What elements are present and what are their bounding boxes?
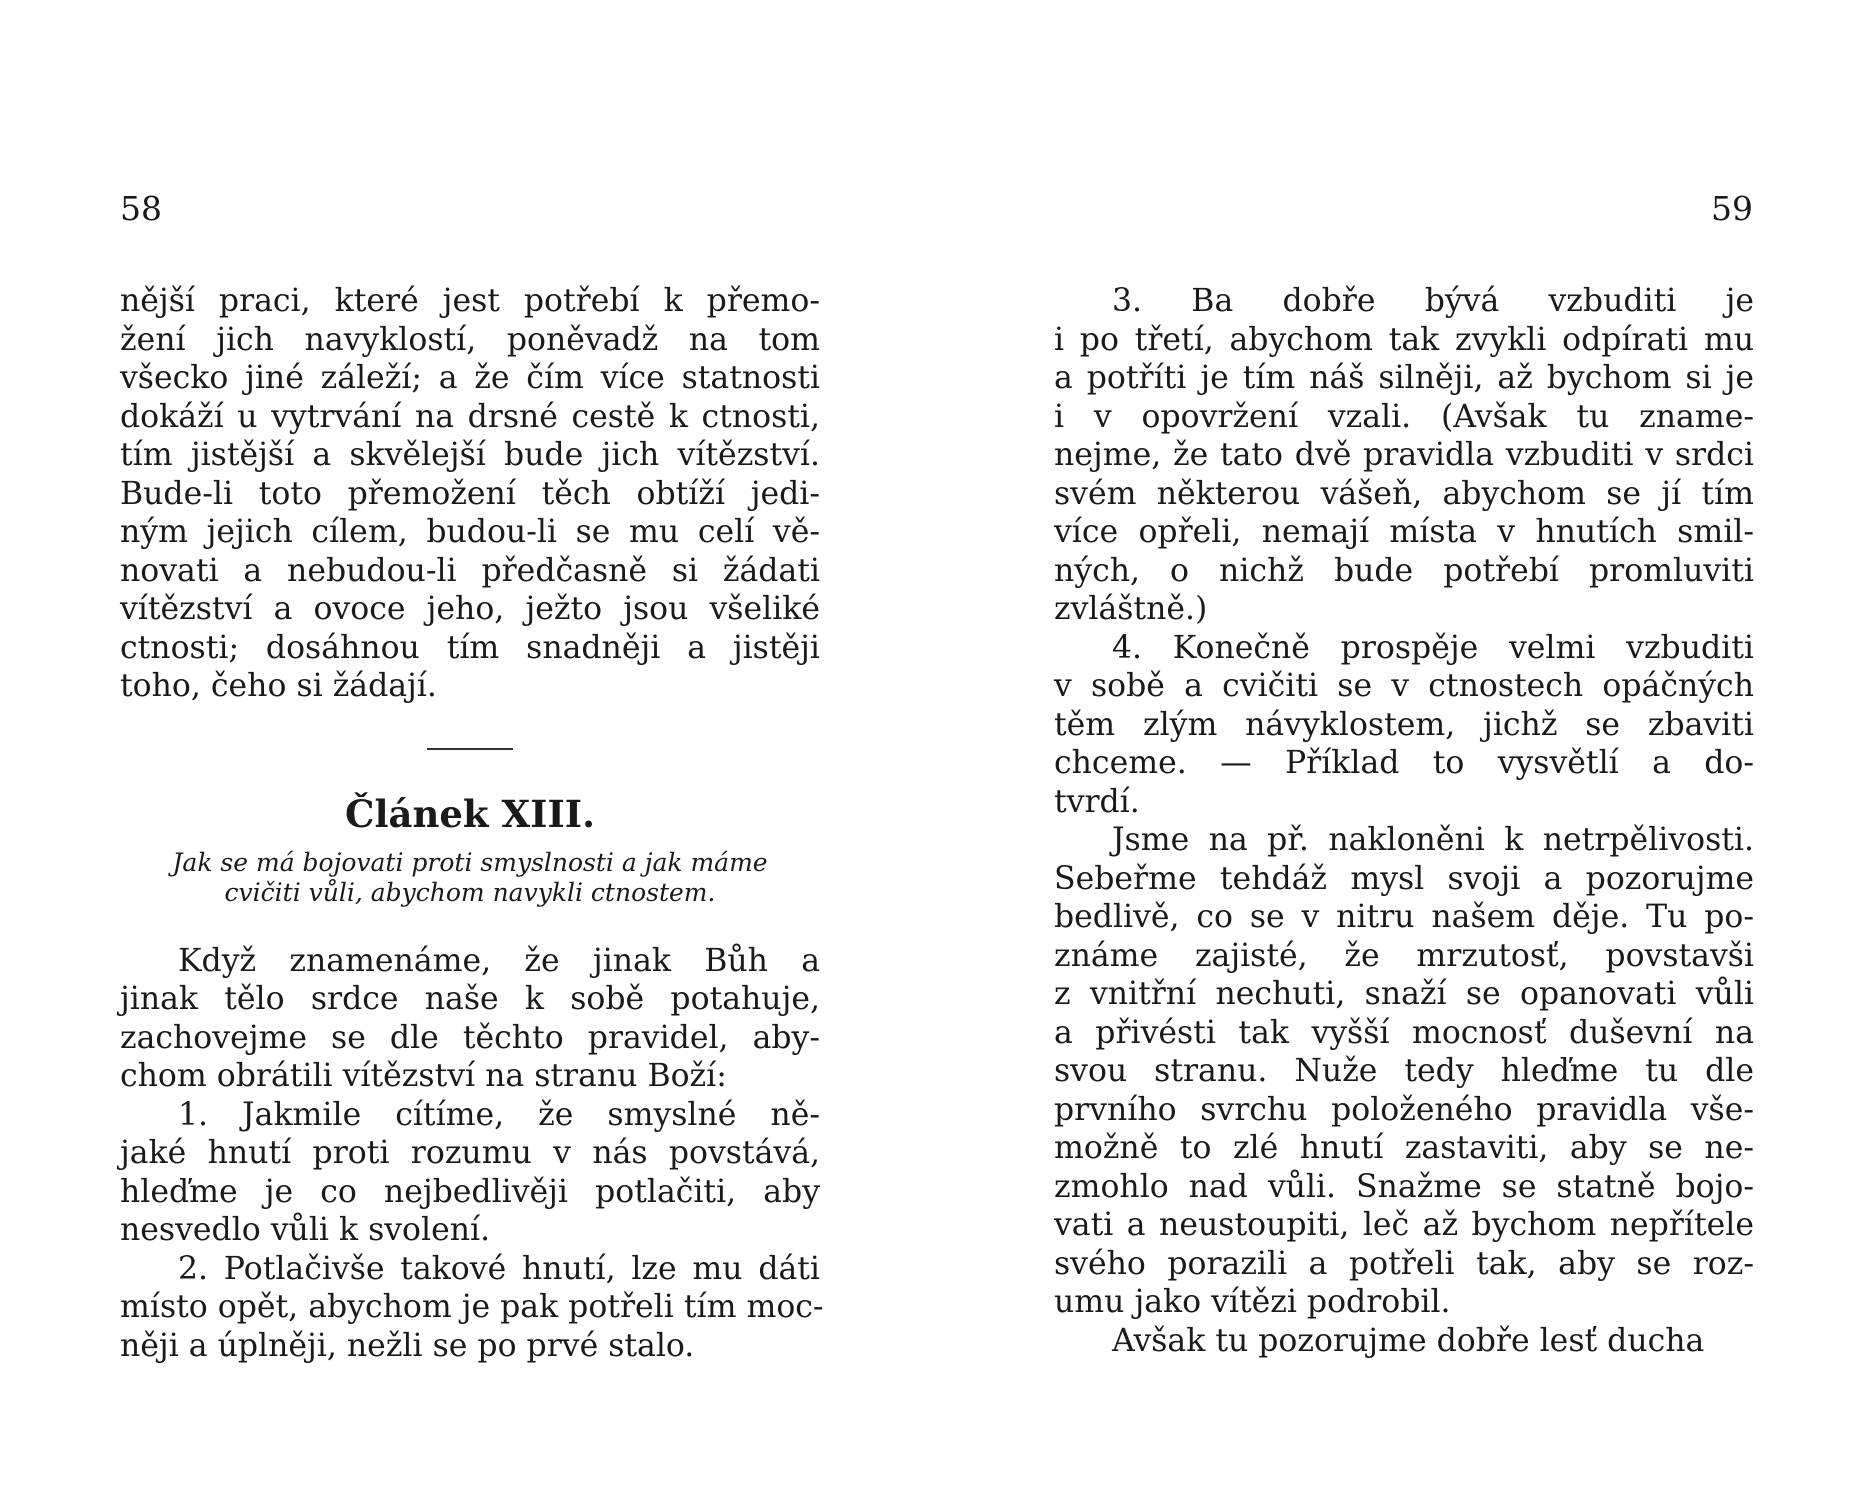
text-line: těm zlým návyklostem, jichž se zbaviti xyxy=(1054,706,1754,743)
text-line: Avšak tu pozorujme dobře lesť ducha xyxy=(1112,1322,1705,1359)
text-line: nější praci, které jest potřebí k přemo- xyxy=(120,283,820,319)
text-line: zachovejme se dle těchto pravidel, aby- xyxy=(120,1019,820,1056)
text-line: jaké hnutí proti rozumu v nás povstává, xyxy=(120,1135,820,1171)
text-line: a přivésti tak vyšší mocnosť duševní na xyxy=(1054,1014,1754,1051)
text-line: jinak tělo srdce naše k sobě potahuje, xyxy=(120,981,820,1017)
text-line: svou stranu. Nuže tedy hleďme tu dle xyxy=(1054,1053,1754,1089)
text-line: Jsme na př. nakloněni k netrpělivosti. xyxy=(1112,822,1754,858)
text-line: i v opovržení vzali. (Avšak tu zname- xyxy=(1054,398,1754,435)
paragraph xyxy=(1054,629,1754,822)
text-line: vítězství a ovoce jeho, ježto jsou všeliké xyxy=(120,591,820,627)
page-number-right: 59 xyxy=(1711,189,1753,228)
text-line: umu jako vítězi podrobil. xyxy=(1054,1284,1451,1320)
text-line: vati a neustoupiti, leč až bychom nepřítele xyxy=(1054,1207,1754,1243)
section-subtitle xyxy=(120,848,820,908)
text-line: tvrdí. xyxy=(1054,783,1140,820)
text-line: prvního svrchu položeného pravidla vše- xyxy=(1054,1091,1754,1128)
subtitle-line: cvičiti vůli, abychom navykli ctnostem. xyxy=(224,877,716,907)
text-line: chom obrátili vítězství na stranu Boží: xyxy=(120,1058,727,1094)
paragraph xyxy=(120,1250,824,1366)
paragraph xyxy=(120,1096,820,1250)
text-line: nesvedlo vůli k svolení. xyxy=(120,1212,491,1248)
paragraph xyxy=(1054,1322,1754,1361)
text-line: a potříti je tím náš silněji, až bychom si je xyxy=(1054,360,1754,396)
text-line: Bude-li toto přemožení těch obtíží jedi- xyxy=(120,475,820,512)
text-line: možně to zlé hnutí zastaviti, aby se ne- xyxy=(1054,1130,1754,1166)
paragraph xyxy=(120,282,820,706)
paragraph xyxy=(120,942,820,1096)
text-line: svého porazili a potřeli tak, aby se roz- xyxy=(1054,1245,1754,1282)
text-line: chceme. — Příklad to vysvětlí a do- xyxy=(1054,745,1754,781)
text-line: 1. Jakmile cítíme, že smyslné ně- xyxy=(178,1096,820,1133)
text-line: 3. Ba dobře bývá vzbuditi je xyxy=(1112,283,1754,319)
section-title: Článek XIII. xyxy=(345,791,595,836)
text-line: svém některou vášeň, abychom se jí tím xyxy=(1054,475,1754,512)
text-line: z vnitřní nechuti, snaží se opanovati vůli xyxy=(1054,976,1754,1012)
text-line: známe zajisté, že mrzutosť, povstavši xyxy=(1054,937,1754,974)
text-line: ných, o nichž bude potřebí promluviti xyxy=(1054,552,1754,589)
paragraph xyxy=(1054,282,1754,629)
text-line: Sebeřme tehdáž mysl svoji a pozorujme xyxy=(1054,860,1754,897)
text-line: zvláštně.) xyxy=(1054,591,1208,627)
text-line: i po třetí, abychom tak zvykli odpírati mu xyxy=(1054,321,1754,358)
left-text-block xyxy=(120,282,824,1365)
section-divider xyxy=(427,748,513,750)
text-line: více opřeli, nemají místa v hnutích smil- xyxy=(1054,514,1754,550)
text-line: všecko jiné záleží; a že čím více statnosti xyxy=(120,360,820,396)
text-line: tím jistější a skvělejší bude jich vítězství. xyxy=(120,437,820,473)
text-line: toho, čeho si žádají. xyxy=(120,668,437,704)
page-number-left: 58 xyxy=(120,189,162,228)
text-line: nejme, že tato dvě pravidla vzbuditi v srdci xyxy=(1054,437,1754,473)
text-line: místo opět, abychom je pak potřeli tím moc- xyxy=(120,1289,824,1325)
text-line: v sobě a cvičiti se v ctnostech opáčných xyxy=(1054,668,1754,704)
text-line: ctnosti; dosáhnou tím snadněji a jistěji xyxy=(120,629,820,666)
text-line: novati a nebudou-li předčasně si žádati xyxy=(120,552,820,589)
right-page xyxy=(927,0,1854,1500)
text-line: 4. Konečně prospěje velmi vzbuditi xyxy=(1112,629,1754,666)
text-line: bedlivě, co se v nitru našem děje. Tu po- xyxy=(1054,899,1754,935)
text-line: Když znamenáme, že jinak Bůh a xyxy=(178,942,820,979)
right-text-block xyxy=(1054,282,1754,1360)
text-line: hleďme je co nejbedlivěji potlačiti, aby xyxy=(120,1173,820,1210)
text-line: dokáží u vytrvání na drsné cestě k ctnosti, xyxy=(120,398,820,435)
subtitle-line: Jak se má bojovati proti smyslnosti a jak máme xyxy=(172,847,768,877)
text-line: něji a úplněji, nežli se po prvé stalo. xyxy=(120,1327,695,1364)
paragraph xyxy=(1054,821,1754,1322)
text-line: žení jich navyklostí, poněvadž na tom xyxy=(120,321,820,358)
text-line: 2. Potlačivše takové hnutí, lze mu dáti xyxy=(178,1250,820,1287)
text-line: ným jejich cílem, budou-li se mu celí vě- xyxy=(120,514,820,550)
text-line: zmohlo nad vůli. Snažme se statně bojo- xyxy=(1054,1168,1754,1205)
